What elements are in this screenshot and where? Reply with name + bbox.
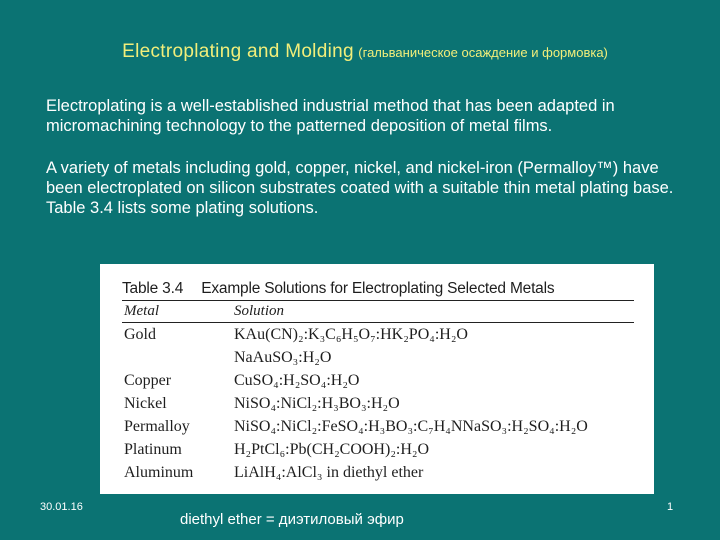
solution-cell: NiSO₄:NiCl₂:H₃BO₃:H₂O xyxy=(234,395,400,412)
paragraph-1: Electroplating is a well-established industrial method that has been adapted in micromachining technology to the patterned deposition of metal films. xyxy=(46,97,615,135)
slide-date: 30.01.16 xyxy=(40,501,83,513)
slide-page-number: 1 xyxy=(667,501,674,513)
solution-cell: H₂PtCl₆:Pb(CH₂COOH)₂:H₂O xyxy=(234,441,430,458)
solution-cell: CuSO₄:H₂SO₄:H₂O xyxy=(234,372,360,389)
solution-cell: LiAlH₄:AlCl₃ in diethyl ether xyxy=(234,464,424,481)
solution-cell: NaAuSO₃:H₂O xyxy=(234,349,332,366)
table-number: Table 3.4 xyxy=(122,280,184,297)
metal-cell: Permalloy xyxy=(124,418,190,435)
title-main: Electroplating and Molding xyxy=(122,41,354,62)
solution-cell: NiSO₄:NiCl₂:FeSO₄:H₃BO₃:C₇H₄NNaSO₃:H₂SO₄:H₂O xyxy=(234,418,588,435)
metal-cell: Copper xyxy=(124,372,172,389)
metal-cell: Gold xyxy=(124,326,156,343)
title-translation: (гальваническое осаждение и формовка) xyxy=(358,45,608,60)
header-metal: Metal xyxy=(124,303,159,319)
table-caption xyxy=(122,280,554,298)
paragraph-2: A variety of metals including gold, copper, nickel, and nickel-iron (Permalloy™) have been electroplated on silicon substrates coated with a suitable thin metal plating base. Table 3.4 lists some plating solutions. xyxy=(46,159,674,217)
slide-title xyxy=(60,40,670,65)
translation-note: diethyl ether = диэтиловый эфир xyxy=(180,511,404,528)
table-caption-text: Example Solutions for Electroplating Selected Metals xyxy=(201,280,555,297)
solution-cell: KAu(CN)₂:K₃C₆H₅O₇:HK₂PO₄:H₂O xyxy=(234,326,468,343)
table-top-rule xyxy=(122,300,634,301)
slide-body xyxy=(46,96,696,240)
header-solution: Solution xyxy=(234,303,285,319)
metal-cell: Platinum xyxy=(124,441,182,458)
table-header-rule xyxy=(122,322,634,323)
metal-cell: Nickel xyxy=(124,395,167,412)
plating-solutions-table xyxy=(100,264,654,494)
metal-cell: Aluminum xyxy=(124,464,194,481)
